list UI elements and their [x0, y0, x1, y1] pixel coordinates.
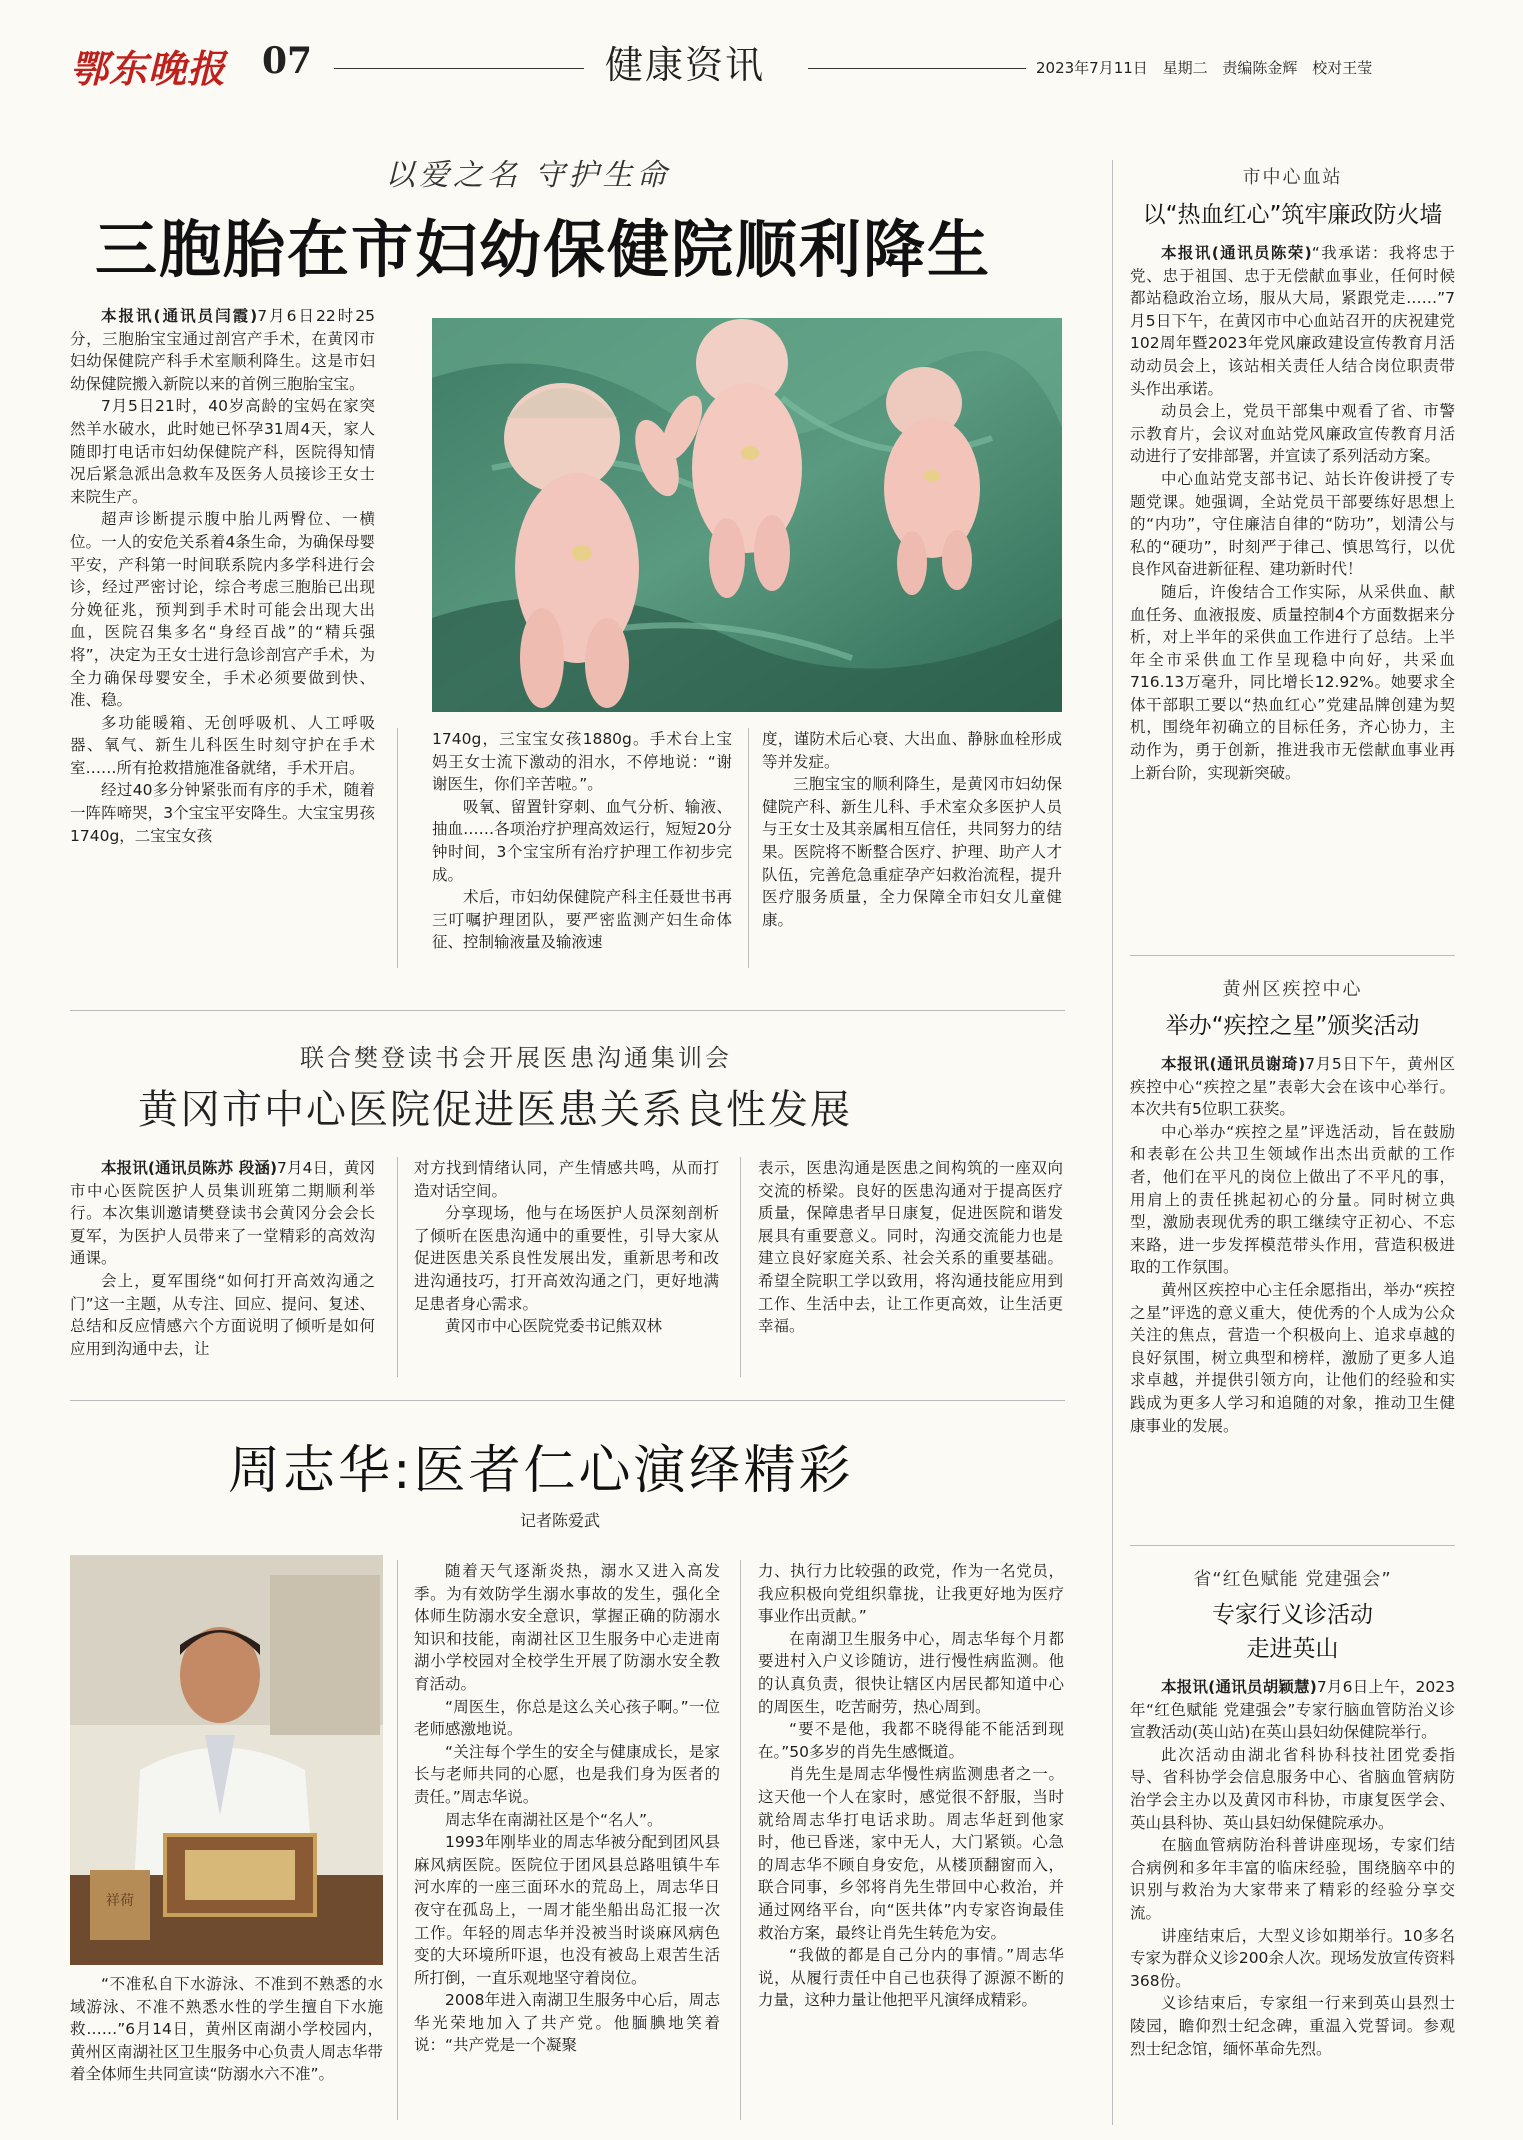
- article1-title: 三胞胎在市妇幼保健院顺利降生: [95, 213, 992, 286]
- sidebar-divider: [1112, 160, 1113, 2125]
- header-rule-right: [808, 68, 1026, 69]
- header-rule-left: [334, 68, 584, 69]
- article3-col-rule-1: [397, 1560, 398, 2120]
- article1-col1: 本报讯(通讯员闫霞)7月6日22时25分，三胞胎宝宝通过剖宫产手术，在黄冈市妇幼保健院产科手术室顺利降生。这是市妇幼保健院搬入新院以来的首例三胞胎宝宝。 7月5日21时，40岁高龄的宝妈在家突然羊水破水，此时她已怀孕31周4天，家人随即打电话市妇幼保健院产科，医院得知情况后紧急派出急救车及医务人员接诊王女士来院生产。 超声诊断提示腹中胎儿两臀位、一横位。一人的安危关系着4条生命，为确保母婴平安，产科第一时间联系院内多学科进行会诊，经过严密讨论，综合考虑三胞胎已出现分娩征兆，预判到手术时可能会出现大出血，医院召集多名“身经百战”的“精兵强将”，决定为王女士进行急诊剖宫产手术，为全力确保母婴安全，手术必须要做到快、准、稳。 多功能暖箱、无创呼吸机、人工呼吸器、氧气、新生儿科医生时刻守护在手术室……所有抢救措施准备就绪，手术开启。 经过40多分钟紧张而有序的手术，随着一阵阵啼哭，3个宝宝平安降生。大宝宝男孩1740g，二宝宝女孩: [70, 307, 375, 845]
- plaque-text: 祥荷: [106, 1893, 134, 1909]
- article1-col3: 度，谨防术后心衰、大出血、静脉血栓形成等并发症。 三胞宝宝的顺利降生，是黄冈市妇幼保健院产科、新生儿科、手术室众多医护人员与王女士及其亲属相互信任，共同努力的结果。医院将不断整合医疗、护理、助产人才队伍，完善危急重症孕产妇救治流程，提升医疗服务质量，全力保障全市妇女儿童健康。: [762, 730, 1062, 929]
- babies-illustration: [432, 318, 1062, 712]
- article3-col1: “不准私自下水游泳、不准到不熟悉的水域游泳、不准不熟悉水性的学生擅自下水施救……”6月14日，黄州区南湖小学校园内，黄州区南湖社区卫生服务中心负责人周志华带着全体师生共同宣读“防溺水六不准”。: [70, 1975, 383, 2084]
- masthead-logo: 鄂东晚报: [70, 46, 227, 91]
- side2-kicker: 黄州区疾控中心: [1222, 979, 1363, 1000]
- article2-top-rule: [70, 1010, 1065, 1011]
- side2-title: 举办“疾控之星”颁奖活动: [1165, 1013, 1420, 1039]
- proofreader-credit: 校对王莹: [1312, 59, 1373, 77]
- article1-col2: 1740g，三宝宝女孩1880g。手术台上宝妈王女士流下激动的泪水，不停地说：“谢谢医生，你们辛苦啦。”。 吸氧、留置针穿刺、血气分析、输液、抽血……各项治疗护理高效运行，短短20分钟时间，3个宝宝所有治疗护理工作初步完成。 术后，市妇幼保健院产科主任聂世书再三叮嘱护理团队，要严密监测产妇生命体征、控制输液量及输液速: [432, 730, 732, 952]
- article1-lead: 本报讯(通讯员闫霞)7月6日22时25分，三胞胎宝宝通过剖宫产手术，在黄冈市妇幼保健院产科手术室顺利降生。这是市妇幼保健院搬入新院以来的首例三胞胎宝宝。: [70, 307, 375, 393]
- side3-kicker: 省“红色赋能 党建强会”: [1193, 1569, 1392, 1590]
- issue-date: 2023年7月11日: [1036, 59, 1148, 77]
- side3-title-line2: 走进英山: [1246, 1636, 1339, 1662]
- doctor-illustration: [70, 1555, 383, 1965]
- newborn-triplets-photo: [432, 318, 1062, 712]
- article2-title: 黄冈市中心医院促进医患关系良性发展: [138, 1087, 852, 1133]
- article1-col-rule-1: [397, 728, 398, 968]
- page-number: 07: [262, 40, 313, 82]
- side1-body: 本报讯(通讯员陈荣)“我承诺：我将忠于党、忠于祖国、忠于无偿献血事业，任何时候都站稳政治立场，服从大局，紧跟党走……”7月5日下午，在黄冈市中心血站召开的庆祝建党102周年暨2023年党风廉政建设宣传教育月活动动员会上，该站相关责任人结合岗位职责带头作出承诺。 动员会上，党员干部集中观看了省、市警示教育片，会议对血站党风廉政宣传教育月活动进行了安排部署，并宣读了系列活动方案。 中心血站党支部书记、站长许俊讲授了专题党课。她强调，全站党员干部要练好思想上的“内功”，守住廉洁自律的“防功”，划清公与私的“硬功”，时刻严于律己、慎思笃行，以优良作风奋进新征程、建功新时代！ 随后，许俊结合工作实际，从采供血、献血任务、血液报废、质量控制4个方面数据来分析，对上半年的采供血工作进行了总结。上半年全市采供血工作呈现稳中向好，共采血716.13万毫升，同比增长12.92%。她要求全体干部职工要以“热血红心”党建品牌创建为契机，围绕年初确立的目标任务，齐心协力，主动作为，勇于创新，推进我市无偿献血事业再上新台阶，实现新突破。: [1130, 244, 1456, 782]
- article2-kicker: 联合樊登读书会开展医患沟通集训会: [300, 1044, 732, 1072]
- section-title: 健康资讯: [605, 43, 766, 87]
- article3-title: 周志华:医者仁心演绎精彩: [228, 1441, 854, 1501]
- article3-col-rule-2: [740, 1560, 741, 2120]
- side-rule-2: [1130, 1545, 1455, 1546]
- side1-title: 以“热血红心”筑牢廉政防火墙: [1142, 202, 1443, 228]
- side1-kicker: 市中心血站: [1242, 167, 1343, 188]
- article3-byline: 记者陈爱武: [520, 1511, 601, 1530]
- side2-body: 本报讯(通讯员谢琦)7月5日下午，黄州区疾控中心“疾控之星”表彰大会在该中心举行。本次共有5位职工获奖。 中心举办“疾控之星”评选活动，旨在鼓励和表彰在公共卫生领域作出杰出贡献的工作者，他们在平凡的岗位上做出了不平凡的事，用肩上的责任挑起初心的分量。同时树立典型，激励表现优秀的职工继续守正初心、不忘来路，进一步发挥模范带头作用，营造积极进取的工作氛围。 黄州区疾控中心主任余愿指出，举办“疾控之星”评选的意义重大，使优秀的个人成为公众关注的焦点，营造一个积极向上、追求卓越的良好氛围，树立典型和榜样，激励了更多人追求卓越，并提供引领方向，让他们的经验和实践成为更多人学习和追随的对象，推动卫生健康事业的发展。: [1130, 1055, 1455, 1435]
- article2-col3: 表示，医患沟通是医患之间构筑的一座双向交流的桥梁。良好的医患沟通对于提高医疗质量，保障患者早日康复，促进医院和谐发展具有重要意义。同时，沟通交流能力也是建立良好家庭关系、社会关系的重要基础。希望全院职工学以致用，将沟通技能应用到工作、生活中去，让工作更高效，让生活更幸福。: [758, 1159, 1063, 1336]
- article3-col3: 力、执行力比较强的政党，作为一名党员，我应积极向党组织靠拢，让我更好地为医疗事业作出贡献。” 在南湖卫生服务中心，周志华每个月都要进村入户义诊随访，进行慢性病监测。他的认真负责，很快让辖区内居民都知道中心的周医生，吃苦耐劳，热心周到。 “要不是他，我都不晓得能不能活到现在。”50多岁的肖先生感慨道。 肖先生是周志华慢性病监测患者之一。这天他一个人在家时，感觉很不舒服，当时就给周志华打电话求助。周志华赶到他家时，他已昏迷，家中无人，大门紧锁。心急的周志华不顾自身安危，从楼顶翻窗而入，联合同事，乡邻将肖先生带回中心救治，并通过网络平台，向“医共体”内专家咨询最佳救治方案，最终让肖先生转危为安。 “我做的都是自己分内的事情。”周志华说，从履行责任中自己也获得了源源不断的力量，这种力量让他把平凡演绎成精彩。: [758, 1562, 1064, 2010]
- issue-weekday: 星期二: [1162, 59, 1208, 77]
- article3-top-rule: [70, 1400, 1065, 1401]
- side3-title-line1: 专家行义诊活动: [1212, 1602, 1373, 1628]
- editor-credit: 责编陈金辉: [1222, 59, 1298, 77]
- doctor-portrait-photo: [70, 1555, 383, 1965]
- article1-col-rule-2: [748, 728, 749, 968]
- article2-col2: 对方找到情绪认同，产生情感共鸣，从而打造对话空间。 分享现场，他与在场医护人员深刻剖析了倾听在医患沟通中的重要性，引导大家从促进医患关系良性发展出发，重新思考和改进沟通技巧，打开高效沟通之门，更好地满足患者身心需求。 黄冈市中心医院党委书记熊双林: [414, 1159, 719, 1336]
- side3-body: 本报讯(通讯员胡颖慧)7月6日上午，2023年“红色赋能 党建强会”专家行脑血管防治义诊宣教活动(英山站)在英山县妇幼保健院举行。 此次活动由湖北省科协科技社团党委指导、省科协学会信息服务中心、省脑血管病防治学会主办以及黄冈市科协，市康复医学会、英山县科协、英山县妇幼保健院承办。 在脑血管病防治科普讲座现场，专家们结合病例和多年丰富的临床经验，围绕脑卒中的识别与救治为大家带来了精彩的经验分享交流。 讲座结束后，大型义诊如期举行。10多名专家为群众义诊200余人次。现场发放宣传资料368份。 义诊结束后，专家组一行来到英山县烈士陵园，瞻仰烈士纪念碑，重温入党誓词。参观烈士纪念馆，缅怀革命先烈。: [1130, 1678, 1456, 2058]
- article1-kicker: 以爱之名 守护生命: [385, 158, 671, 193]
- article2-col-rule-2: [740, 1157, 741, 1377]
- article3-col2: 随着天气逐渐炎热，溺水又进入高发季。为有效防学生溺水事故的发生，强化全体师生防溺水安全意识，掌握正确的防溺水知识和技能，南湖社区卫生服务中心走进南湖小学校园对全校学生开展了防溺水安全教育活动。 “周医生，你总是这么关心孩子啊。”一位老师感激地说。 “关注每个学生的安全与健康成长，是家长与老师共同的心愿，也是我们身为医者的责任。”周志华说。 周志华在南湖社区是个“名人”。 1993年刚毕业的周志华被分配到团风县麻风病医院。医院位于团风县总路咀镇牛车河水库的一座三面环水的荒岛上，周志华日夜守在孤岛上，一周才能坐船出岛汇报一次工作。年轻的周志华并没被当时谈麻风病色变的大环境所吓退，也没有被岛上艰苦生活所打倒，一直乐观地坚守着岗位。 2008年进入南湖卫生服务中心后，周志华光荣地加入了共产党。他腼腆地笑着说：“共产党是一个凝聚: [414, 1562, 720, 2055]
- side-rule-1: [1130, 955, 1455, 956]
- article2-col1: 本报讯(通讯员陈苏 段涵)7月4日，黄冈市中心医院医护人员集训班第二期顺利举行。本次集训邀请樊登读书会黄冈分会会长夏军，为医护人员带来了一堂精彩的高效沟通课。 会上，夏军围绕“如何打开高效沟通之门”这一主题，从专注、回应、提问、复述、总结和反应情感六个方面说明了倾听是如何应用到沟通中去，让: [70, 1159, 375, 1358]
- article2-col-rule-1: [397, 1157, 398, 1377]
- header-info: [1036, 57, 1382, 78]
